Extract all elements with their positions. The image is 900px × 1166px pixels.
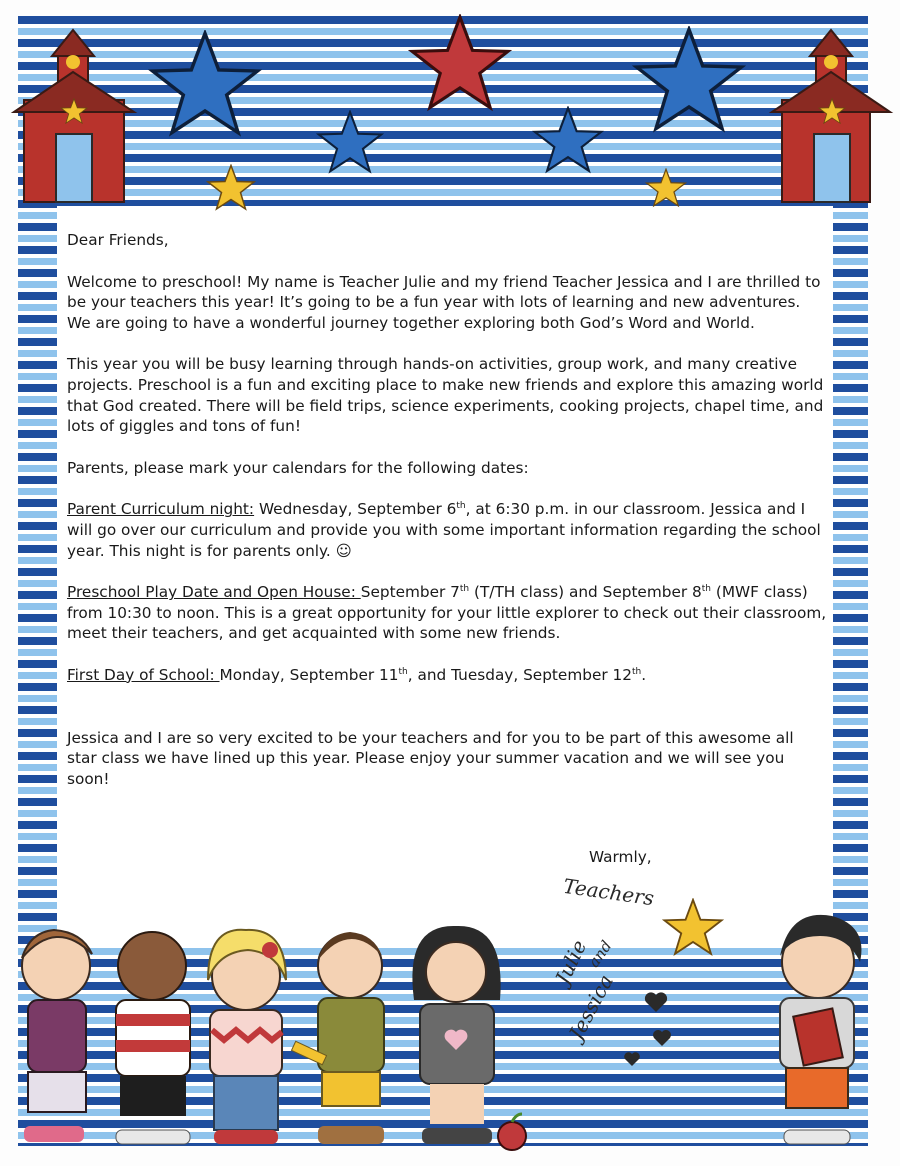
calendar-intro: Parents, please mark your calendars for the following dates: [67,458,529,477]
first-day-heading: First Day of School: [67,665,220,684]
child-figure-icon [208,930,286,1144]
child-figure-icon [780,915,861,1144]
playdate-details: (MWF class) from 10:30 to noon. This is a great opportunity for your little explorer to check out their classroom, meet their teachers, and get acquainted with some new friends. [67,583,827,643]
first-day-end: . [641,665,647,684]
star-icon [647,169,686,206]
activities-paragraph: This year you will be busy learning through hands-on activities, group work, and many creative projects. Preschool is a fun and exciting place to make new friends and explore this amazing world that God created. There will be field trips, science experiments, cooking projects, chapel time, and lots of giggles and tons of fun! [67,355,824,436]
star-icon [412,17,508,107]
signature-julie: Julie [550,936,592,988]
playdate-date-1-suffix: th [459,584,470,595]
apple-icon [498,1114,526,1150]
curriculum-date: Wednesday, September 6 [254,500,457,519]
first-day-date-1: Monday, September 11 [219,665,399,684]
child-figure-icon [22,930,92,1142]
signoff: Warmly, [589,848,652,866]
signature-and: and [584,937,616,971]
closing-paragraph: Jessica and I are so very excited to be your teachers and for you to be part of this awesome all star class we have lined up this year. Please enjoy your summer vacation and we will see you soon! [67,728,794,788]
first-day-date-2: , and Tuesday, September 12 [407,665,632,684]
schoolhouse-icon [772,30,890,202]
star-icon [664,900,721,954]
playdate-date-1: September 7 [360,583,460,602]
playdate-date-2: (T/TH class) and September 8 [469,583,702,602]
signature-jessica: Jessica [563,970,618,1044]
intro-paragraph: Welcome to preschool! My name is Teacher Julie and my friend Teacher Jessica and I are thrilled to be your teachers this year! It’s going to be a fun year with lots of learning and new adventures. We are going to have a wonderful journey together exploring both God’s Word and World. [67,272,821,332]
child-figure-icon [116,932,190,1144]
child-figure-icon [291,932,384,1144]
signature-teachers: Teachers [561,873,656,911]
star-icon [637,29,742,128]
child-figure-icon [412,926,500,1144]
star-icon [319,112,382,171]
star-icon [535,108,601,171]
star-icon [208,166,254,210]
playdate-heading: Preschool Play Date and Open House: [67,583,361,602]
greeting: Dear Friends, [67,231,169,249]
curriculum-date-suffix: th [456,501,466,512]
first-day-date-2-suffix: th [631,666,642,677]
heart-icon [624,992,671,1066]
first-day-date-1-suffix: th [398,666,408,677]
curriculum-details: , at 6:30 p.m. in our classroom. Jessica and I will go over our curriculum and provide you with some important information regarding the school year. This night is for parents only. ☺ [67,500,821,560]
star-icon [153,33,258,132]
playdate-date-2-suffix: th [701,584,711,595]
schoolhouse-icon [14,30,134,202]
curriculum-night-heading: Parent Curriculum night: [67,500,255,519]
